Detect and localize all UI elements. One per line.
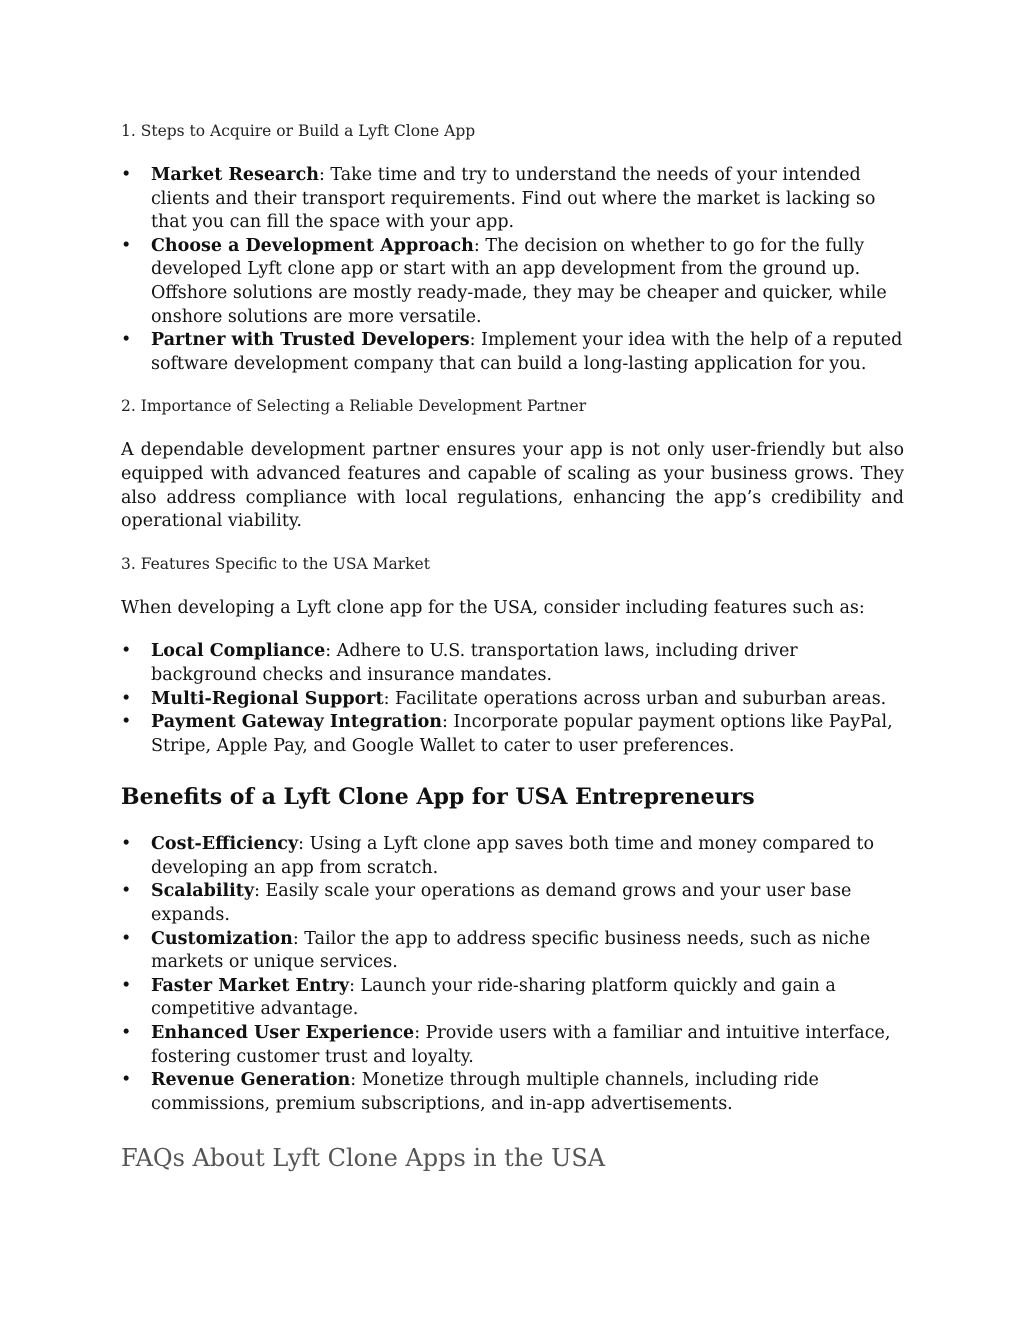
item-term: Scalability	[151, 881, 255, 902]
item-term: Faster Market Entry	[151, 975, 350, 996]
item-text: : Facilitate operations across urban and suburban areas.	[383, 688, 887, 709]
bullet-icon: •	[121, 834, 132, 855]
item-term: Payment Gateway Integration	[151, 712, 442, 733]
section-2-paragraph: A dependable development partner ensures your app is not only user-friendly but also equipped with advanced features and capable of scaling as your business grows. They also address compliance with local regulations, enhancing the app’s credibility and operational viability.	[121, 440, 904, 532]
faq-heading: FAQs About Lyft Clone Apps in the USA	[121, 1144, 606, 1173]
list-item	[121, 164, 904, 235]
bullet-icon: •	[121, 1023, 132, 1044]
bullet-icon: •	[121, 975, 132, 996]
section-3-heading: 3. Features Specific to the USA Market	[121, 554, 430, 573]
document-page	[121, 120, 904, 1174]
bullet-icon: •	[121, 712, 132, 733]
section-1-heading: 1. Steps to Acquire or Build a Lyft Clone App	[121, 122, 476, 140]
list-item	[121, 928, 904, 975]
list-item	[121, 329, 904, 376]
item-text: : The decision on whether to go for the fully developed Lyft clone app or start with an app development from the ground up. Offshore solutions are mostly ready-made, they may be cheaper and quicker, while onshore solutions are more versatile.	[151, 235, 887, 327]
item-term: Market Research	[151, 165, 319, 185]
benefits-list	[121, 833, 904, 1116]
item-text: : Take time and try to understand the needs of your intended clients and their transport requirements. Find out where the market is lacking so that you can fill the space with your app.	[151, 165, 876, 233]
item-text: : Easily scale your operations as demand grows and your user base expands.	[151, 881, 852, 926]
item-term: Choose a Development Approach	[151, 235, 474, 256]
bullet-icon: •	[121, 1070, 132, 1091]
steps-list	[121, 164, 904, 376]
item-text: : Tailor the app to address specific business needs, such as niche markets or unique services.	[151, 928, 871, 973]
item-term: Revenue Generation	[151, 1070, 351, 1091]
list-item	[121, 975, 904, 1022]
list-item	[121, 1069, 904, 1116]
item-text: : Implement your idea with the help of a reputed software development company that can build a long-lasting application for you.	[151, 330, 903, 374]
bullet-icon: •	[121, 330, 132, 351]
bullet-icon: •	[121, 165, 132, 185]
bullet-icon: •	[121, 928, 132, 949]
item-term: Cost-Efficiency	[151, 834, 299, 855]
bullet-icon: •	[121, 881, 132, 902]
list-item	[121, 235, 904, 329]
list-item	[121, 688, 904, 712]
list-item	[121, 711, 904, 758]
item-term: Customization	[151, 928, 293, 949]
item-text: : Using a Lyft clone app saves both time and money compared to developing an app from scratch.	[151, 834, 874, 878]
item-text: : Adhere to U.S. transportation laws, including driver background checks and insurance mandates.	[151, 641, 798, 685]
usa-features-list	[121, 640, 904, 758]
list-item	[121, 640, 904, 687]
benefits-heading: Benefits of a Lyft Clone App for USA Entrepreneurs	[121, 784, 755, 811]
list-item	[121, 833, 904, 880]
item-text: : Monetize through multiple channels, including ride commissions, premium subscriptions, and in-app advertisements.	[151, 1070, 819, 1114]
item-term: Enhanced User Experience	[151, 1023, 415, 1044]
section-3-intro: When developing a Lyft clone app for the USA, consider including features such as:	[121, 597, 865, 618]
item-text: : Provide users with a familiar and intuitive interface, fostering customer trust and loyalty.	[151, 1023, 891, 1067]
item-text: : Launch your ride-sharing platform quickly and gain a competitive advantage.	[151, 975, 836, 1020]
item-term: Partner with Trusted Developers	[151, 330, 470, 351]
item-term: Local Compliance	[151, 641, 326, 662]
item-text: : Incorporate popular payment options like PayPal, Stripe, Apple Pay, and Google Wallet to cater to user preferences.	[151, 712, 893, 756]
bullet-icon: •	[121, 235, 132, 256]
item-term: Multi-Regional Support	[151, 688, 384, 709]
list-item	[121, 1022, 904, 1069]
bullet-icon: •	[121, 641, 132, 662]
bullet-icon: •	[121, 688, 132, 709]
list-item	[121, 880, 904, 927]
section-2-heading: 2. Importance of Selecting a Reliable Development Partner	[121, 397, 587, 416]
